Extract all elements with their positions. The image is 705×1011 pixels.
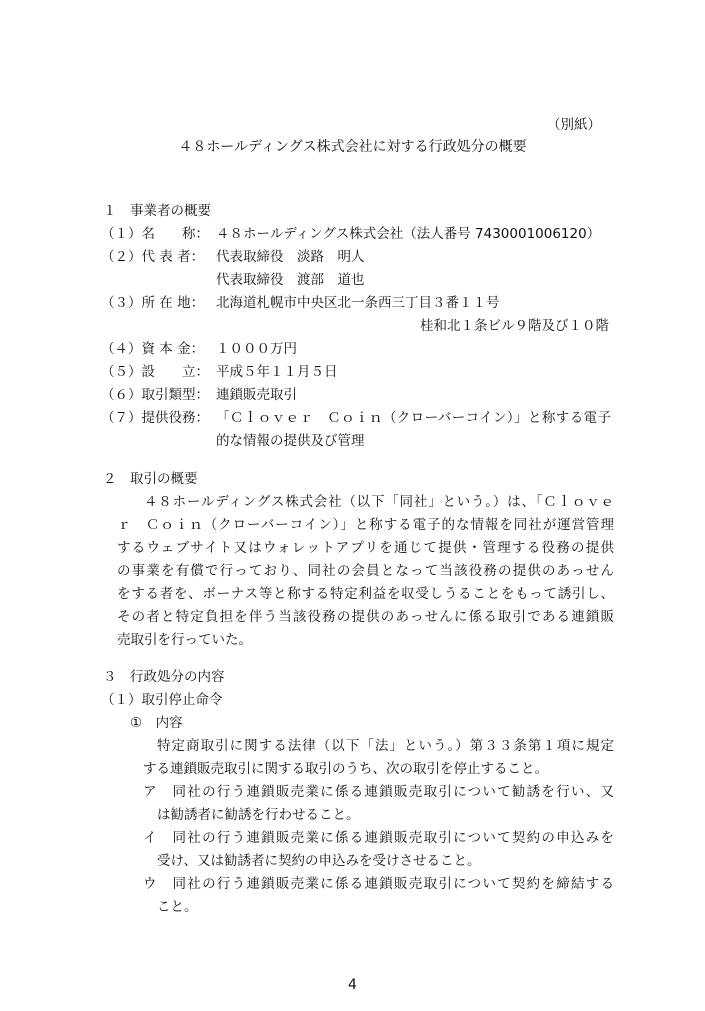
row-established-label: （５）設 立： (101, 364, 209, 380)
row-name-label: （１）名 称： (101, 226, 209, 242)
section-2-line: その者と特定負担を伴う当該役務の提供のあっせんに係る取引である連鎖販 (117, 609, 614, 625)
page-number: 4 (348, 977, 357, 993)
row-service-value-2: 的な情報の提供及び管理 (216, 433, 365, 449)
section-2-line: するウェブサイト又はウォレットアプリを通じて提供・管理する役務の提供 (117, 540, 614, 556)
row-transaction-type-value: 連鎖販売取引 (216, 387, 297, 403)
section-3-heading: ３ 行政処分の内容 (103, 669, 225, 685)
section-1-heading: １ 事業者の概要 (103, 203, 211, 219)
section-2-line: の事業を有償で行っており、同社の会員となって当該役務の提供のあっせん (117, 563, 614, 579)
item-a-line: ア 同社の行う連鎖販売業に係る連鎖販売取引について勧誘を行い、又 (143, 784, 614, 800)
row-service-label: （７）提供役務： (101, 410, 209, 426)
item-i-line: イ 同社の行う連鎖販売業に係る連鎖販売取引について契約の申込みを (143, 830, 614, 846)
content-heading: ① 内容 (130, 715, 183, 731)
row-name-value: ４８ホールディングス株式会社（法人番号 7430001006120） (216, 226, 601, 242)
row-transaction-type-label: （６）取引類型： (101, 387, 209, 403)
document-title: ４８ホールディングス株式会社に対する行政処分の概要 (178, 139, 527, 155)
row-established-value: 平成５年１１月５日 (216, 364, 338, 380)
suspension-order-heading: （１）取引停止命令 (101, 692, 223, 708)
row-capital-label: （４）資 本 金： (101, 341, 205, 357)
row-address-value-2: 桂和北１条ビル９階及び１０階 (420, 318, 609, 334)
row-representative-value-1: 代表取締役 淡路 明人 (216, 249, 365, 265)
content-intro-line: 特定商取引に関する法律（以下「法」という。）第３３条第１項に規定 (157, 738, 614, 754)
section-2-heading: ２ 取引の概要 (103, 471, 198, 487)
section-2-line: 売取引を行っていた。 (117, 632, 252, 648)
row-service-value-1: 「Ｃｌｏｖｅｒ Ｃｏｉｎ（クローバーコイン）」と称する電子 (216, 410, 611, 426)
annex-label: （別紙） (547, 117, 601, 133)
section-2-line: をする者を、ボーナス等と称する特定利益を収受しうることをもって誘引し、 (117, 586, 614, 602)
content-intro-line: する連鎖販売取引に関する取引のうち、次の取引を停止すること。 (143, 761, 548, 777)
item-u-line: ウ 同社の行う連鎖販売業に係る連鎖販売取引について契約を締結する (143, 876, 614, 892)
item-a-line: は勧誘者に勧誘を行わせること。 (157, 807, 360, 823)
section-2-line: ｒ Ｃｏｉｎ（クローバーコイン）」と称する電子的な情報を同社が運営管理 (117, 517, 614, 533)
item-u-line: こと。 (157, 899, 198, 915)
row-address-value-1: 北海道札幌市中央区北一条西三丁目３番１１号 (216, 295, 500, 311)
row-representative-value-2: 代表取締役 渡部 道也 (216, 272, 365, 288)
row-capital-value: １０００万円 (216, 341, 297, 357)
section-2-line: ４８ホールディングス株式会社（以下「同社」という。）は、「Ｃｌｏｖｅ (144, 494, 614, 510)
item-i-line: 受け、又は勧誘者に契約の申込みを受けさせること。 (157, 853, 481, 869)
row-representative-label: （２）代 表 者： (101, 249, 205, 265)
row-address-label: （３）所 在 地： (101, 295, 205, 311)
